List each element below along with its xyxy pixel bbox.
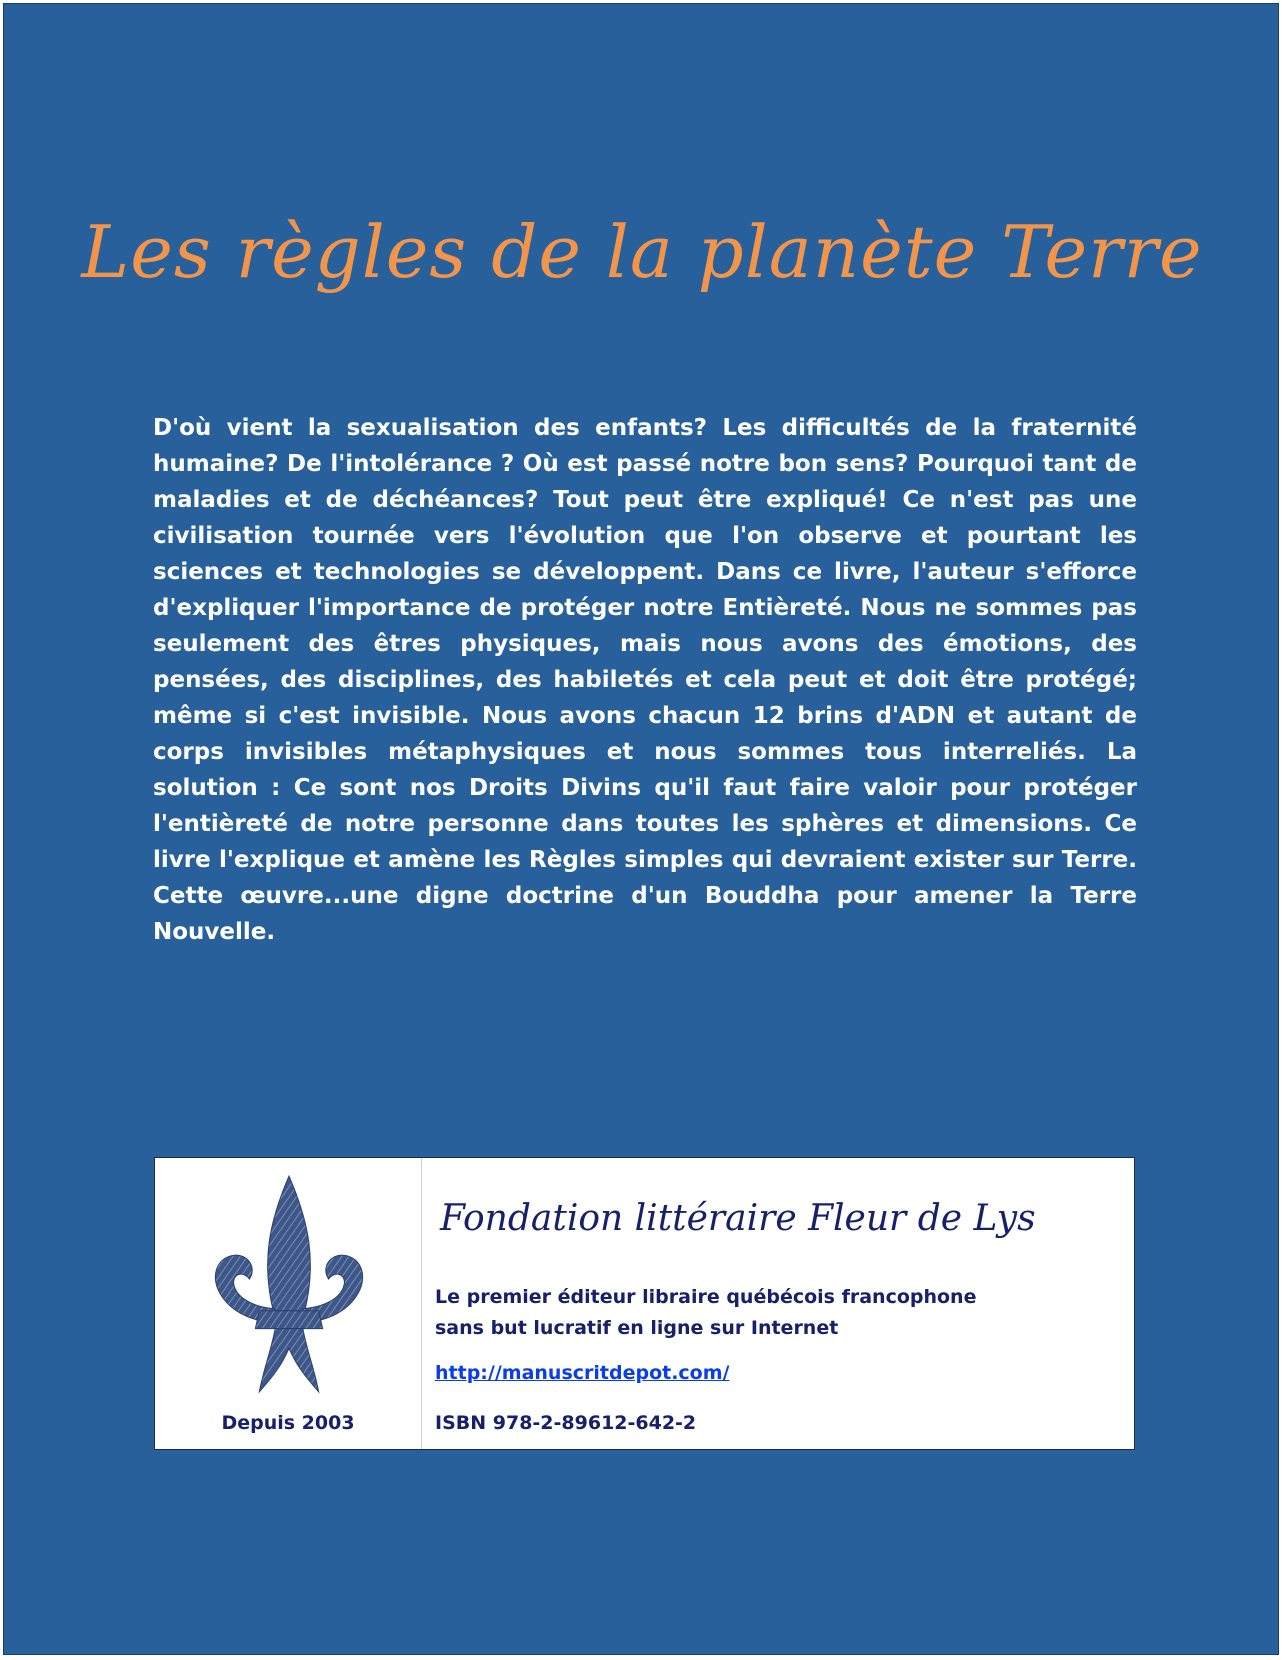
publisher-box (154, 1157, 1135, 1450)
publisher-since-label: Depuis 2003 (221, 1412, 355, 1434)
book-back-cover (3, 3, 1279, 1655)
book-description: D'où vient la sexualisation des enfants? Les difficultés de la fraternité humaine? De l'intolérance ? Où est passé notre bon sens? Pourquoi tant de maladies et de déchéances? Tout peut être expliqué! Ce n'est pas une civilisation tournée vers l'évolution que l'on observe et pourtant les sciences et technologies se développent. Dans ce livre, l'auteur s'efforce d'expliquer l'importance de protéger notre Entièreté. Nous ne sommes pas seulement des êtres physiques, mais nous avons des émotions, des pensées, des disciplines, des habiletés et cela peut et doit être protégé; même si c'est invisible. Nous avons chacun 12 brins d'ADN et autant de corps invisibles métaphysiques et nous sommes tous interreliés. La solution : Ce sont nos Droits Divins qu'il faut faire valoir pour protéger l'entièreté de notre personne dans toutes les sphères et dimensions. Ce livre l'explique et amène les Règles simples qui devraient exister sur Terre. Cette œuvre...une digne doctrine d'un Bouddha pour amener la Terre Nouvelle. (153, 415, 1137, 945)
fleur-de-lis-icon (190, 1172, 388, 1400)
isbn-label: ISBN 978-2-89612-642-2 (435, 1412, 697, 1434)
publisher-tagline (435, 1282, 976, 1344)
publisher-tagline-line1: Le premier éditeur libraire québécois francophone (435, 1286, 977, 1308)
publisher-name: Fondation littéraire Fleur de Lys (440, 1198, 1036, 1239)
book-title: Les règles de la planète Terre (81, 210, 1203, 294)
publisher-website-link[interactable]: http://manuscritdepot.com/ (435, 1362, 730, 1384)
publisher-logo-panel (155, 1158, 422, 1449)
publisher-tagline-line2: sans but lucratif en ligne sur Internet (435, 1317, 839, 1339)
